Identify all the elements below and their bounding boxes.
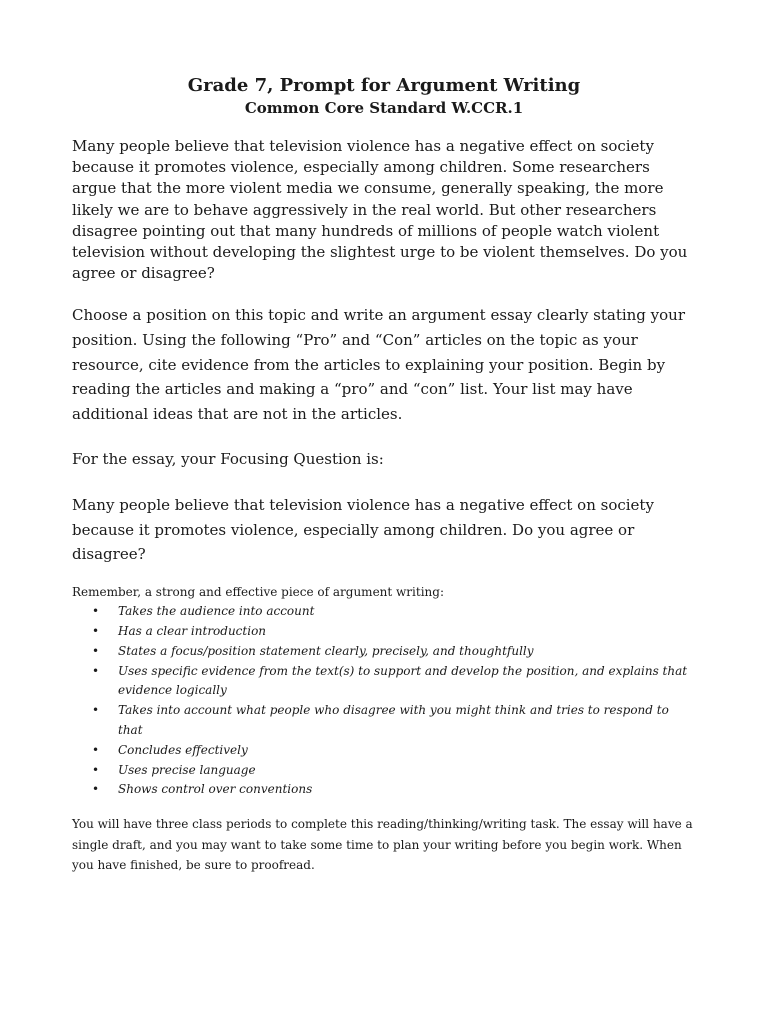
criteria-text: States a focus/position statement clearly, precisely, and thoughtfully bbox=[118, 643, 534, 658]
bullet-icon: • bbox=[92, 782, 100, 797]
list-item bbox=[72, 741, 696, 761]
criteria-lead: Remember, a strong and effective piece of argument writing: bbox=[72, 584, 444, 599]
bullet-icon: • bbox=[92, 762, 100, 777]
document-page bbox=[72, 74, 696, 876]
criteria-text: Takes into account what people who disagree with you might think and tries to respond to that bbox=[118, 703, 669, 738]
criteria-list bbox=[72, 602, 696, 800]
focus-question: Many people believe that television violence has a negative effect on society because it promotes violence, especially among children. Do you agree or disagree? bbox=[72, 495, 654, 564]
document-title: Grade 7, Prompt for Argument Writing bbox=[187, 75, 581, 96]
bullet-icon: • bbox=[92, 742, 100, 757]
criteria-text: Uses precise language bbox=[118, 762, 256, 777]
criteria-text: Uses specific evidence from the text(s) to support and develop the position, and explains that evidence logically bbox=[118, 663, 688, 698]
criteria-text: Shows control over conventions bbox=[118, 782, 313, 797]
document-subtitle: Common Core Standard W.CCR.1 bbox=[244, 99, 524, 117]
list-item bbox=[72, 780, 696, 800]
list-item bbox=[72, 622, 696, 642]
list-item bbox=[72, 761, 696, 781]
list-item bbox=[72, 602, 696, 622]
bullet-icon: • bbox=[92, 604, 100, 619]
bullet-icon: • bbox=[92, 663, 100, 678]
list-item bbox=[72, 701, 696, 741]
list-item bbox=[72, 642, 696, 662]
criteria-text: Takes the audience into account bbox=[118, 604, 315, 619]
criteria-text: Concludes effectively bbox=[118, 742, 248, 757]
instructions-paragraph: Choose a position on this topic and write an argument essay clearly stating your position. Using the following “Pro” and “Con” articles on the topic as your resource, cite evidence from the articles to explaining your position. Begin by reading the articles and making a “pro” and “con” list. Your list may have additional ideas that are not in the articles. bbox=[72, 306, 686, 423]
focus-lead: For the essay, your Focusing Question is: bbox=[72, 450, 384, 469]
closing-paragraph: You will have three class periods to complete this reading/thinking/writing task. The essay will have a single draft, and you may want to take some time to plan your writing before you begin work. When you have finished, be sure to proofread. bbox=[72, 817, 693, 873]
intro-paragraph: Many people believe that television violence has a negative effect on society because it promotes violence, especially among children. Some researchers argue that the more violent media we consume, generally speaking, the more likely we are to behave aggressively in the real world. But other researchers disagree pointing out that many hundreds of millions of people watch violent television without developing the slightest urge to be violent themselves. Do you agree or disagree? bbox=[72, 137, 688, 283]
list-item bbox=[72, 662, 696, 702]
bullet-icon: • bbox=[92, 643, 100, 658]
bullet-icon: • bbox=[92, 624, 100, 639]
criteria-text: Has a clear introduction bbox=[118, 624, 267, 639]
bullet-icon: • bbox=[92, 703, 100, 718]
